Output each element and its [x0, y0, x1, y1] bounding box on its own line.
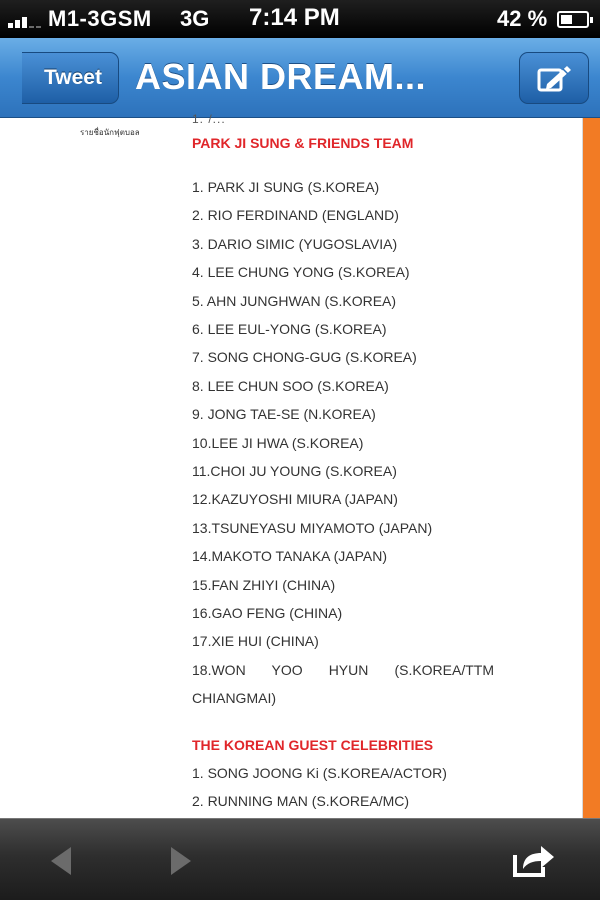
page-title: ASIAN DREAM...: [135, 56, 427, 97]
status-bar: [0, 0, 600, 38]
guest-item: 2. RUNNING MAN (S.KOREA/MC): [192, 793, 410, 810]
player-item: 3. DARIO SIMIC (YUGOSLAVIA): [192, 235, 398, 252]
player-item: 7. SONG CHONG-GUG (S.KOREA): [192, 349, 417, 366]
orange-side-stripe: [583, 118, 600, 818]
team-heading: PARK JI SUNG & FRIENDS TEAM: [192, 135, 414, 151]
player-item: 5. AHN JUNGHWAN (S.KOREA): [192, 292, 397, 309]
player-item: 6. LEE EUL-YONG (S.KOREA): [192, 321, 387, 337]
share-button[interactable]: [511, 841, 557, 881]
player-item: 4. LEE CHUNG YONG (S.KOREA): [192, 264, 410, 281]
player-item: 13.TSUNEYASU MIYAMOTO (JAPAN): [192, 519, 433, 536]
back-button-label: Tweet: [44, 66, 102, 89]
signal-strength-icon: [8, 12, 48, 28]
player-item: 15.FAN ZHIYI (CHINA): [192, 576, 336, 593]
browser-back-button[interactable]: [43, 841, 83, 881]
article-content: [0, 112, 600, 818]
network-type: 3G: [180, 6, 210, 31]
player-item: CHIANGMAI): [192, 690, 276, 707]
back-arrow-shape: [0, 52, 49, 104]
player-item: 2. RIO FERDINAND (ENGLAND): [192, 207, 399, 224]
player-item: 17.XIE HUI (CHINA): [192, 633, 319, 650]
player-item: 12.KAZUYOSHI MIURA (JAPAN): [192, 491, 398, 508]
forward-arrow-icon: [159, 841, 199, 881]
navigation-bar: [0, 38, 600, 118]
guest-heading: THE KOREAN GUEST CELEBRITIES: [192, 737, 434, 753]
player-item: 1. PARK JI SUNG (S.KOREA): [192, 179, 380, 195]
back-arrow-icon: [43, 841, 83, 881]
sidebar-label: รายชื่อนักฟุตบอล: [80, 128, 140, 137]
battery-icon: [557, 11, 589, 28]
player-item: 18.WON YOO HYUN (S.KOREA/TTM: [192, 661, 494, 678]
compose-icon: [537, 64, 573, 94]
cut-off-line: 1. /...: [192, 112, 226, 126]
battery-percent: 42 %: [497, 6, 548, 31]
back-button[interactable]: [22, 52, 119, 104]
guest-item: 1. SONG JOONG Ki (S.KOREA/ACTOR): [192, 765, 447, 781]
battery-fill: [561, 15, 572, 24]
compose-button[interactable]: [519, 52, 589, 104]
player-item: 9. JONG TAE-SE (N.KOREA): [192, 406, 376, 423]
player-item: 8. LEE CHUN SOO (S.KOREA): [192, 377, 389, 394]
browser-toolbar: [0, 818, 600, 900]
player-item: 14.MAKOTO TANAKA (JAPAN): [192, 548, 388, 565]
carrier-name: M1-3GSM: [48, 6, 152, 31]
player-item: 16.GAO FENG (CHINA): [192, 605, 343, 621]
clock: 7:14 PM: [249, 4, 340, 31]
player-item: 11.CHOI JU YOUNG (S.KOREA): [192, 463, 397, 479]
browser-forward-button[interactable]: [159, 841, 199, 881]
player-item: 10.LEE JI HWA (S.KOREA): [192, 434, 364, 451]
share-icon: [511, 841, 557, 881]
